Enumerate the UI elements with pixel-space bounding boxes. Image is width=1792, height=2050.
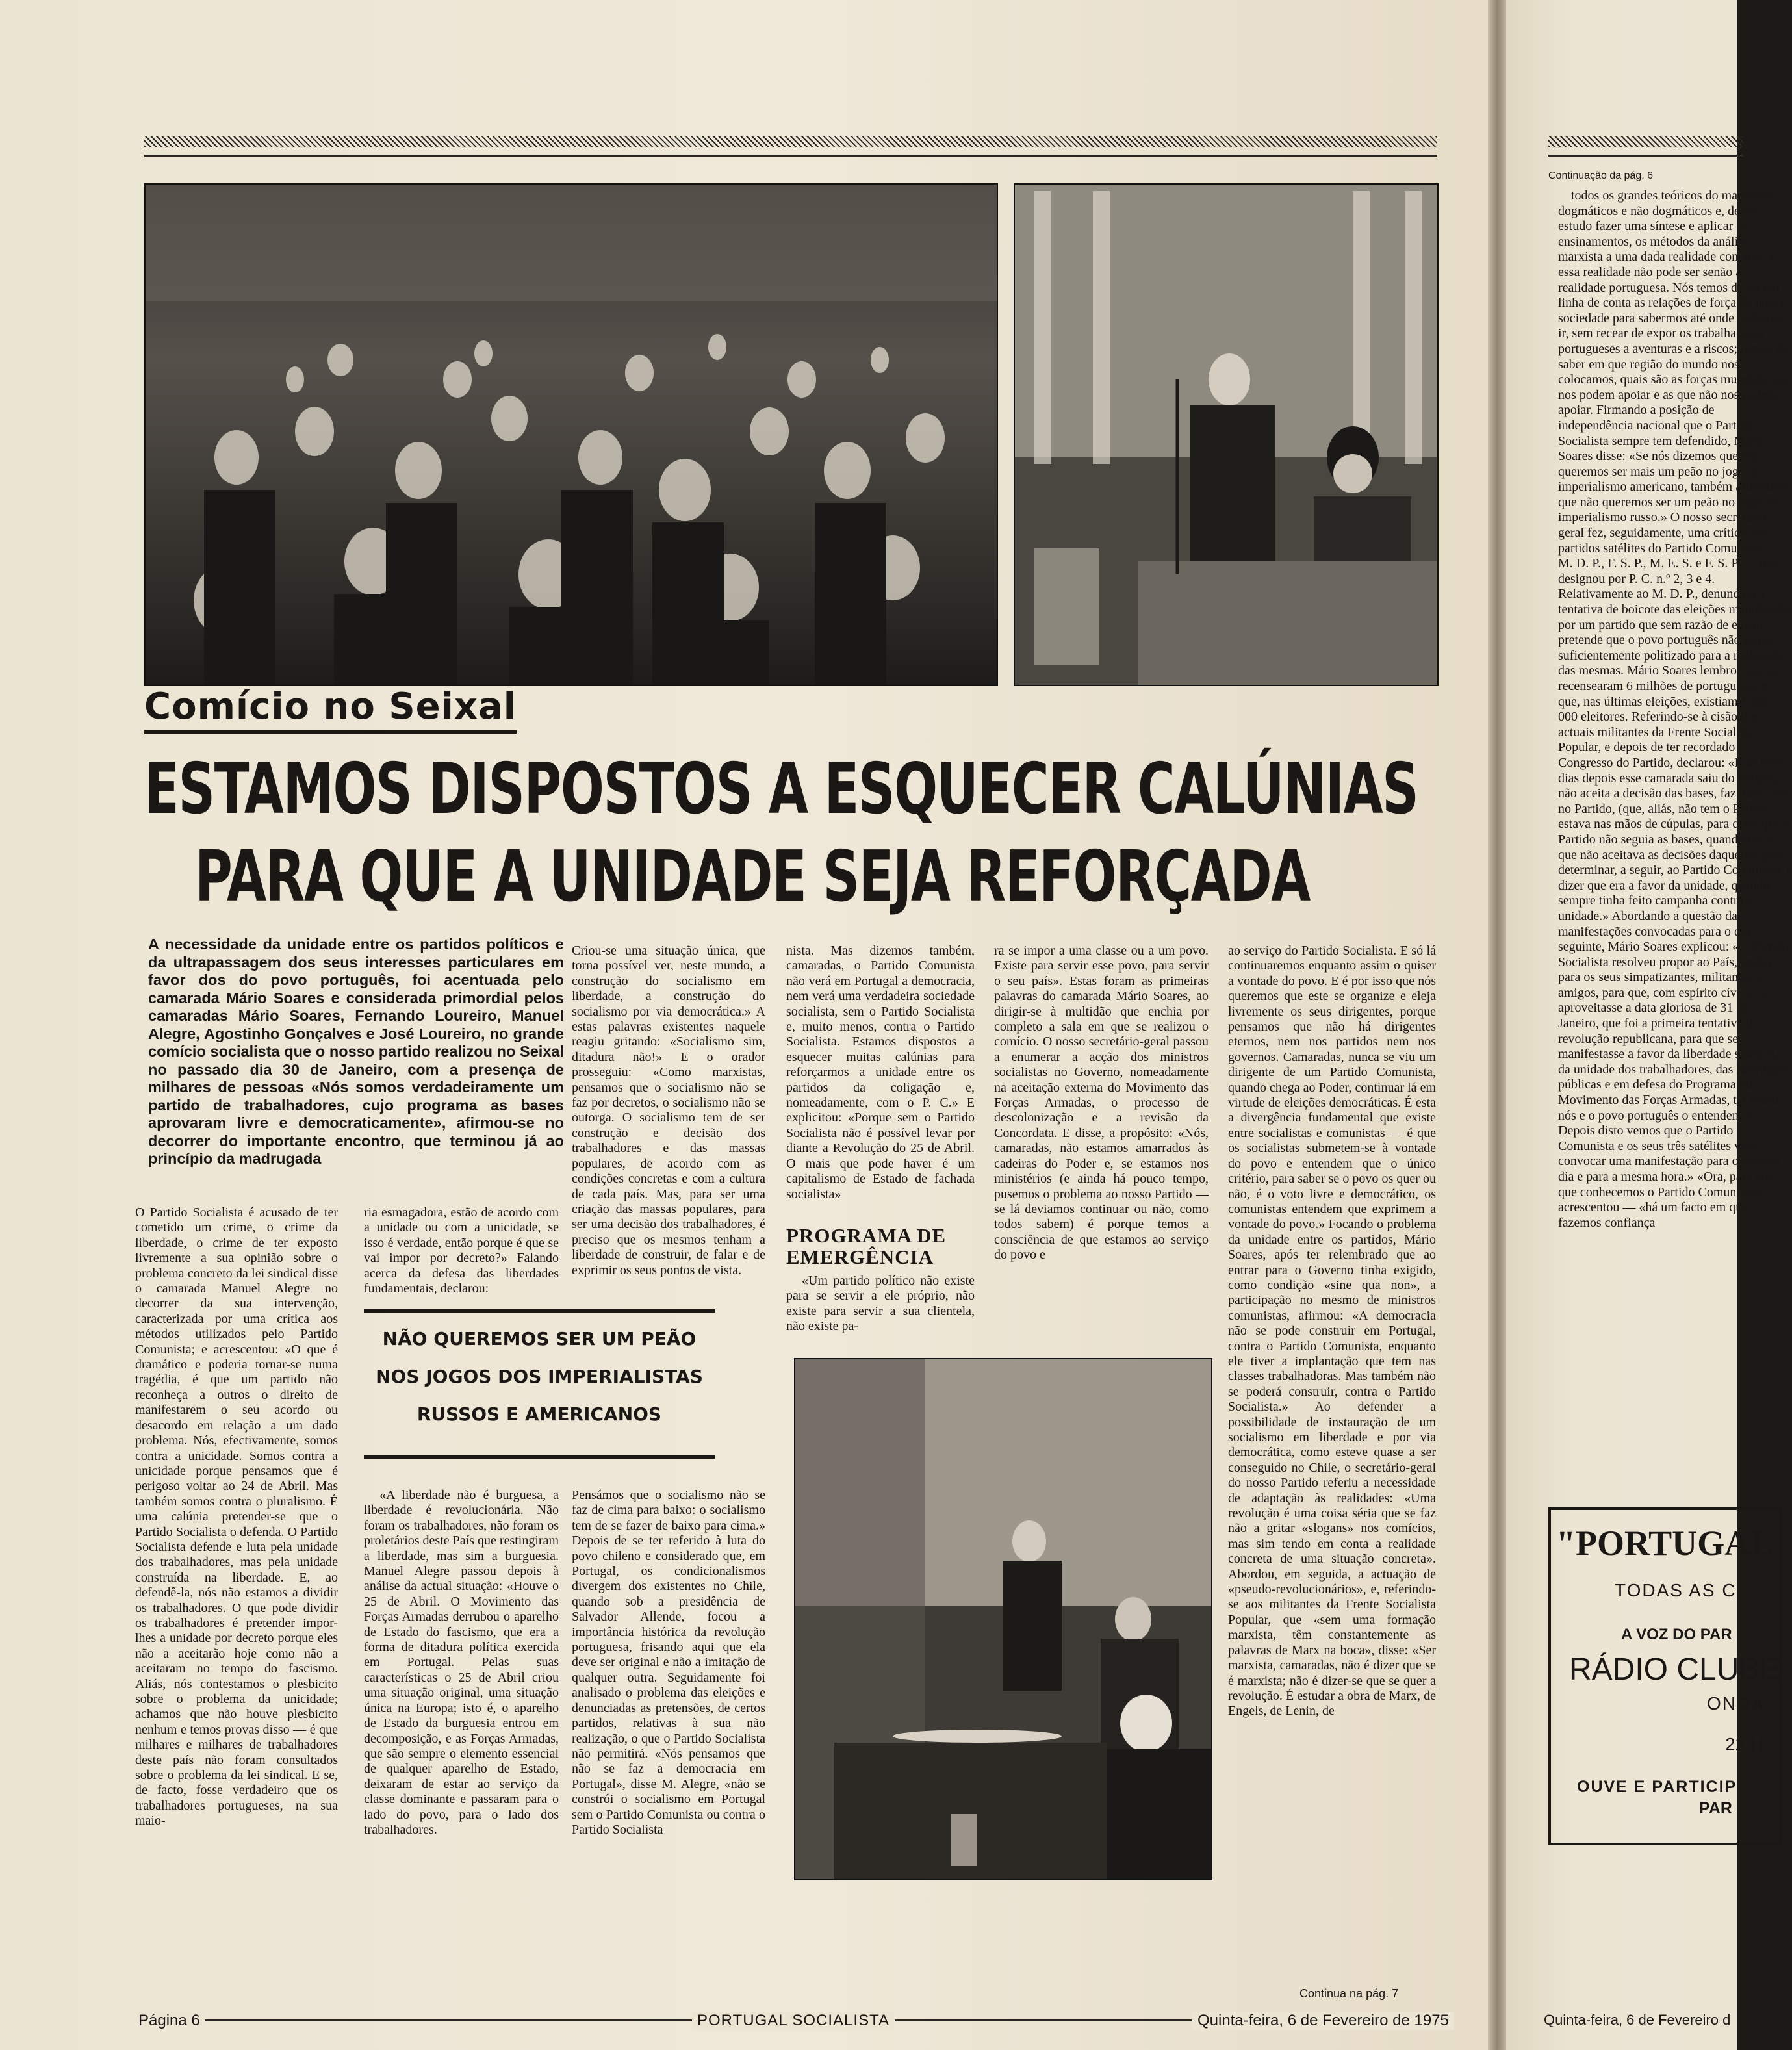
subheading-box: [364, 1309, 715, 1459]
column-3-top-text: Criou-se uma situação única, que torna possível ver, neste mundo, a construção do socialismo em liberdade, a construção do socialismo por via democrática.» A estas palavras existentes naquele reagiu gritando: «Socialismo sim, ditadura não!» E o orador prosseguiu: «Como marxistas, pensamos que o socialismo não se faz por decretos, o socialismo não se outorga. O socialismo tem de ser construção e decisão dos trabalhadores e das massas populares, de acordo com as condições concretas e com a cultura de cada país. Mas, para ser uma criação das massas populares, para ser uma decisão dos trabalhadores, é preciso que os mesmos tenham a liberdade de construir, de falar e de exprimir os seus pontos de vista.: [572, 943, 765, 1277]
headline-line-1: ESTAMOS DISPOSTOS A ESQUECER CALÚNIAS: [144, 749, 1418, 830]
ad-line-7: PAR: [1699, 1799, 1732, 1817]
page-gutter: [1488, 0, 1506, 2050]
column-6-text: ao serviço do Partido Socialista. E só lá continuaremos enquanto assim o quiser a vontade do povo. E é por isso que nós queremos que este se organize e eleja livremente os seus dirigentes, porque pensamos que não há dirigentes eternos, nem nos partidos nem nos governos. Camaradas, nunca se viu um dirigente de um Partido Comunista, quando chega ao Poder, continuar lá em virtude de eleições democráticas. É esta a divergência fundamental que existe entre socialistas e comunistas — é que os socialistas submetem-se à vontade do povo e entendem que o único critério, para saber se o povo os quer ou não, é o voto livre e democrático, os comunistas entendem que exprimem a vontade do povo.» Focando o problema da unidade entre os partidos, Mário Soares, após ter relembrado que ao entrar para o Governo tinha exigido, como condição «sine qua non», a participação no mesmo de ministros comunistas, afirmou: «A democracia não se pode construir em Portugal, contra o Partido Comunista, enquanto ele tiver a implantação que tem nas classes trabalhadoras. Mas também não se poderá construir, contra o Partido Socialista.» Ao defender a possibilidade de instauração de um socialismo em liberdade e por via democrática, como esteve quase a ser conseguido no Chile, o secretário-geral do nosso Partido referiu a necessidade de adaptação às realidades: «Uma revolução é uma coisa séria que se faz não a gritar «slogans» nos comícios, mas sim tendo em conta a realidade concreta de uma situação concreta». Abordou, em seguida, a actuação de «pseudo-revolucionários», e, referindo-se aos militantes da Frente Socialista Popular, que «sem uma formação marxista, têm constantemente as palavras de Marx na boca», disse: «Ser marxista, camaradas, não é dizer que se é marxista; não é dizer-se que se quer a revolução. É estudar a obra de Marx, de Engels, de Lenin, de: [1228, 943, 1436, 1719]
continued-note: Continua na pág. 7: [1299, 1987, 1399, 2000]
box-title-line-3: RUSSOS E AMERICANOS: [416, 1403, 662, 1425]
footer-title: PORTUGAL SOCIALISTA: [692, 2012, 895, 2030]
ad-line-3: RÁDIO CLUBE: [1569, 1652, 1781, 1687]
column-2-bottom-text: «A liberdade não é burguesa, a liberdade é revolucionária. Não foram os trabalhadores, não foram os proletários deste País que restingiram a liberdade, mas sim a burguesia. Manuel Alegre passou depois à análise da actual situação: «Houve o 25 de Abril. O Movimento das Forças Armadas derrubou o aparelho de Estado do fascismo, que era a forma de ditadura política exercida em Portugal. Pelas suas características o 25 de Abril criou uma situação original, uma situação única na Europa; isto é, o aparelho de Estado da burguesia entrou em decomposição, e as Forças Armadas, que são sempre o elemento essencial de qualquer aparelho de Estado, deixaram de estar ao serviço da classe dominante e passaram para o lado do povo, para o lado dos trabalhadores.: [364, 1488, 559, 1837]
page-7-footer-date: Quinta-feira, 6 de Fevereiro d: [1544, 2012, 1731, 2028]
ad-line-1: TODAS AS C: [1615, 1580, 1737, 1600]
page-7-thin-rule: [1548, 155, 1743, 157]
box-title-line-1: NÃO QUEREMOS SER UM PEÃO: [382, 1328, 697, 1350]
column-3-top: [572, 943, 765, 1289]
ad-line-4: ONDA: [1707, 1693, 1765, 1713]
column-4-after: [786, 1274, 975, 1339]
column-1-text: O Partido Socialista é acusado de ter cometido um crime, o crime da liberdade, o crime de ter exposto livremente a sua opinião sobre o problema concreto da lei sindical disse o camarada Manuel Alegre no decorrer da sua intervenção, caracterizada por uma crítica aos métodos utilizados pelo Partido Comunista; e acrescentou: «O que é dramático e poderia tornar-se numa tragédia, é que um partido não reconheça a outros o direito de manifestarem o seu acordo ou desacordo em relação a um dado problema. Nós, efectivamente, somos contra a unicidade. Somos contra a unicidade porque pensamos que é perigoso voltar ao 24 de Abril. Mas também somos contra o pluralismo. É uma calúnia pretender-se que o Partido Socialista o defenda. O Partido Socialista defende e luta pela unidade dos trabalhadores, mas pela unidade construída na liberdade. E, ao defendê-la, nós não estamos a dividir os trabalhadores. O que pode dividir os trabalhadores é pretender impor-lhes a unidade por decreto porque eles não a aceitarão hoje como não a aceitaram no tempo do fascismo. Aliás, nós contestamos o plesbicito sobre o problema da unicidade; achamos que não houve plesbicito nenhum e temos provas disso — é que milhares e milhares de trabalhadores deste país não foram consultados sobre o problema da lei sindical. E se, de facto, fosse verdadeiro que os trabalhadores portugueses, na sua maio-: [135, 1205, 338, 1828]
radio-advert: [1548, 1507, 1782, 1845]
crowd-photo: [144, 183, 998, 686]
page-7-column-text: todos os grandes teóricos do marxismo, dogmáticos e não dogmáticos e, desse estudo fazer uma síntese e aplicar os ensinamentos, os métodos da análise marxista a uma dada realidade concreta, e essa realidade não pode ser senão a realidade portuguesa. Nós temos de ter em linha de conta as relações de força da nossa sociedade para sabermos até onde podemos ir, sem recear de expor os trabalhadores portugueses a aventuras e a riscos; temos de saber em que região do mundo nos colocamos, quais são as forças mundiais que nos podem apoiar e as que não nos podem apoiar. Firmando a posição de independência nacional que o Partido Socialista sempre tem defendido, Mário Soares disse: «Se nós dizemos que não queremos ser mais um peão no jogo do imperialismo americano, também afirmamos que não queremos ser um peão no jogo do imperialismo russo.» O nosso secretário-geral fez, seguidamente, uma crítica aos partidos satélites do Partido Comunista — M. D. P., F. S. P., M. E. S. e F. S. P. — que designou por P. C. n.º 2, 3 e 4. Relativamente ao M. D. P., denunciou a tentativa de boicote das eleições manobradas por um partido que sem razão de existir, pretende que o povo português não esteja suficientemente politizado para a realização das mesmas. Mário Soares lembrou que se recensearam 6 milhões de portugueses e que, nas últimas eleições, existiam 1 800 000 eleitores. Referindo-se à cisão dos actuais militantes da Frente Socialista Popular, e depois de ter recordado o Congresso do Partido, declarou: «Pois bem, dias depois esse camarada saiu do Partido, não aceita a decisão das bases, faz uma cisão no Partido, (que, aliás, não tem o Partido estava nas mãos de cúpulas, para dizer que o Partido não seguia as bases, quando ele é que não aceitava as decisões daquelas; para determinar, a seguir, ao Partido Comunista, e dizer que era a favor da unidade, quando sempre tinha feito campanha contra a unidade.» Abordando a questão das manifestações convocadas para o dia seguinte, Mário Soares explicou: «O Partido Socialista resolveu propor ao País, apelar para os seus simpatizantes, militantes e amigos, para que, com espírito cívico, se aproveitasse a data gloriosa de 31 de Janeiro, que foi a primeira tentativa de revolução republicana, para que se manifestasse a favor da liberdade sindical, da unidade dos trabalhadores, das liberdades públicas e em defesa do Programa do Movimento das Forças Armadas, tal como nós e o povo português o entendemos. Depois disto vemos que o Partido Comunista e os seus três satélites vêm convocar uma manifestação para o mesmo dia e para a mesma hora.» «Ora, para nós que conhecemos o Partido Comunista» — acrescentou — «há um facto em que fazemos confiança: [1558, 188, 1792, 1230]
newspaper-page-7-edge: [1506, 0, 1792, 2050]
ad-line-5: 22 H: [1725, 1734, 1764, 1754]
ad-line-6: OUVE E PARTICIP: [1577, 1778, 1737, 1796]
column-5-top: [994, 943, 1209, 1333]
column-4-after-text: «Um partido político não existe para se servir a ele próprio, não existe para servir a sua clientela, não existe pa-: [786, 1274, 975, 1334]
column-2-top: [364, 1205, 559, 1296]
box-title-line-2: NOS JOGOS DOS IMPERIALISTAS: [376, 1366, 703, 1387]
column-4-top-text: nista. Mas dizemos também, camaradas, o Partido Comunista não verá em Portugal a democracia, nem verá uma verdadeira sociedade socialista, sem o Partido Socialista e, muito menos, contra o Partido Socialista. Estamos dispostos a esquecer muitas calúnias para reforçarmos a unidade entre os partidos da coligação e, nomeadamente, com o P. C.» E explicitou: «Porque sem o Partido Socialista não é possível levar por diante a Revolução do 25 de Abril. O mais que pode haver é um capitalismo de Estado de fachada socialista»: [786, 943, 975, 1201]
top-thin-rule: [144, 155, 1437, 157]
footer-page-number: Página 6: [133, 2012, 205, 2030]
column-3-bottom: [572, 1488, 765, 1884]
column-6: [1228, 943, 1436, 1879]
column-5-top-text: ra se impor a uma classe ou a um povo. Existe para servir esse povo, para servir o seu país». Estas foram as primeiras palavras do camarada Mário Soares, ao dirigir-se à multidão que enchia por completo a sala em que se realizou o comício. O nosso secretário-geral passou a enumerar a acção dos ministros socialistas no Governo, nomeadamente na aceitação externa do Movimento das Forças Armadas, o processo de descolonização e a revisão da Concordata. E disse, a propósito: «Nós, camaradas, não estamos amarrados às cadeiras do Poder e, se estamos nos ministérios (e ainda há pouco tempo, pusemos o problema ao nosso Partido — se lá deviamos continuar ou não, como todos sabem) é porque temos a consciência de que estamos ao serviço do povo e: [994, 943, 1209, 1262]
column-1: [135, 1205, 338, 1881]
footer-date: Quinta-feira, 6 de Fevereiro de 1975: [1192, 2012, 1454, 2030]
panel-photo: [794, 1358, 1212, 1880]
subhead-programa: PROGRAMA DE EMERGÊNCIA: [786, 1224, 947, 1268]
ad-line-2: A VOZ DO PAR: [1621, 1626, 1732, 1643]
speaker-photo: [1014, 183, 1439, 686]
continuation-note: Continuação da pág. 6: [1548, 170, 1654, 181]
column-2-bottom: [364, 1488, 559, 1884]
top-hatched-rule: [144, 136, 1437, 147]
kicker: Comício no Seixal: [144, 685, 517, 734]
column-2-top-text: ria esmagadora, estão de acordo com a unidade ou com a unicidade, se isso é verdade, então porque é que se vai impor por decreto?» Falando acerca da defesa das liberdades fundamentais, declarou:: [364, 1205, 559, 1296]
column-4-top: [786, 943, 975, 1216]
page-7-hatched-rule: [1548, 136, 1743, 147]
page-7-column: [1558, 188, 1792, 1507]
lead-paragraph: A necessidade da unidade entre os partidos políticos e da ultrapassagem dos seus interesses particulares em favor dos do povo português, foi acentuada pelo camarada Mário Soares e considerada primordial pelos camaradas Mário Soares, Fernando Loureiro, Manuel Alegre, Agostinho Gonçalves e José Loureiro, no grande comício socialista que o nosso partido realizou no Seixal no passado dia 30 de Janeiro, com a presença de milhares de pessoas «Nós somos verdadeiramente um partido de trabalhadores, cujo programa as bases aprovaram livre e democraticamente», afirmou-se no decorrer do importante encontro, que terminou já ao princípio da madrugada: [148, 936, 564, 1167]
column-3-bottom-text: Pensámos que o socialismo não se faz de cima para baixo: o socialismo tem de se fazer de baixo para cima.» Depois de se ter referido à luta do povo chileno e considerado que, em Portugal, os condicionalismos divergem dos existentes no Chile, quando sob a presidência de Salvador Allende, focou a importância histórica da revolução portuguesa, frisando aqui que ela deve ser original e não a imitação de qualquer outra. Seguidamente foi analisado o problema das eleições e denunciadas as pretensões, de certos partidos, relativas à sua não realização, o que o Partido Socialista não permitirá. «Nós pensamos que não se faz a democracia em Portugal», disse M. Alegre, «não se constrói o socialismo em Portugal sem o Partido Comunista ou contra o Partido Socialista: [572, 1488, 765, 1837]
ad-title: "PORTUGAL: [1556, 1524, 1774, 1563]
headline-line-2: PARA QUE A UNIDADE SEJA REFORÇADA: [195, 836, 1310, 917]
